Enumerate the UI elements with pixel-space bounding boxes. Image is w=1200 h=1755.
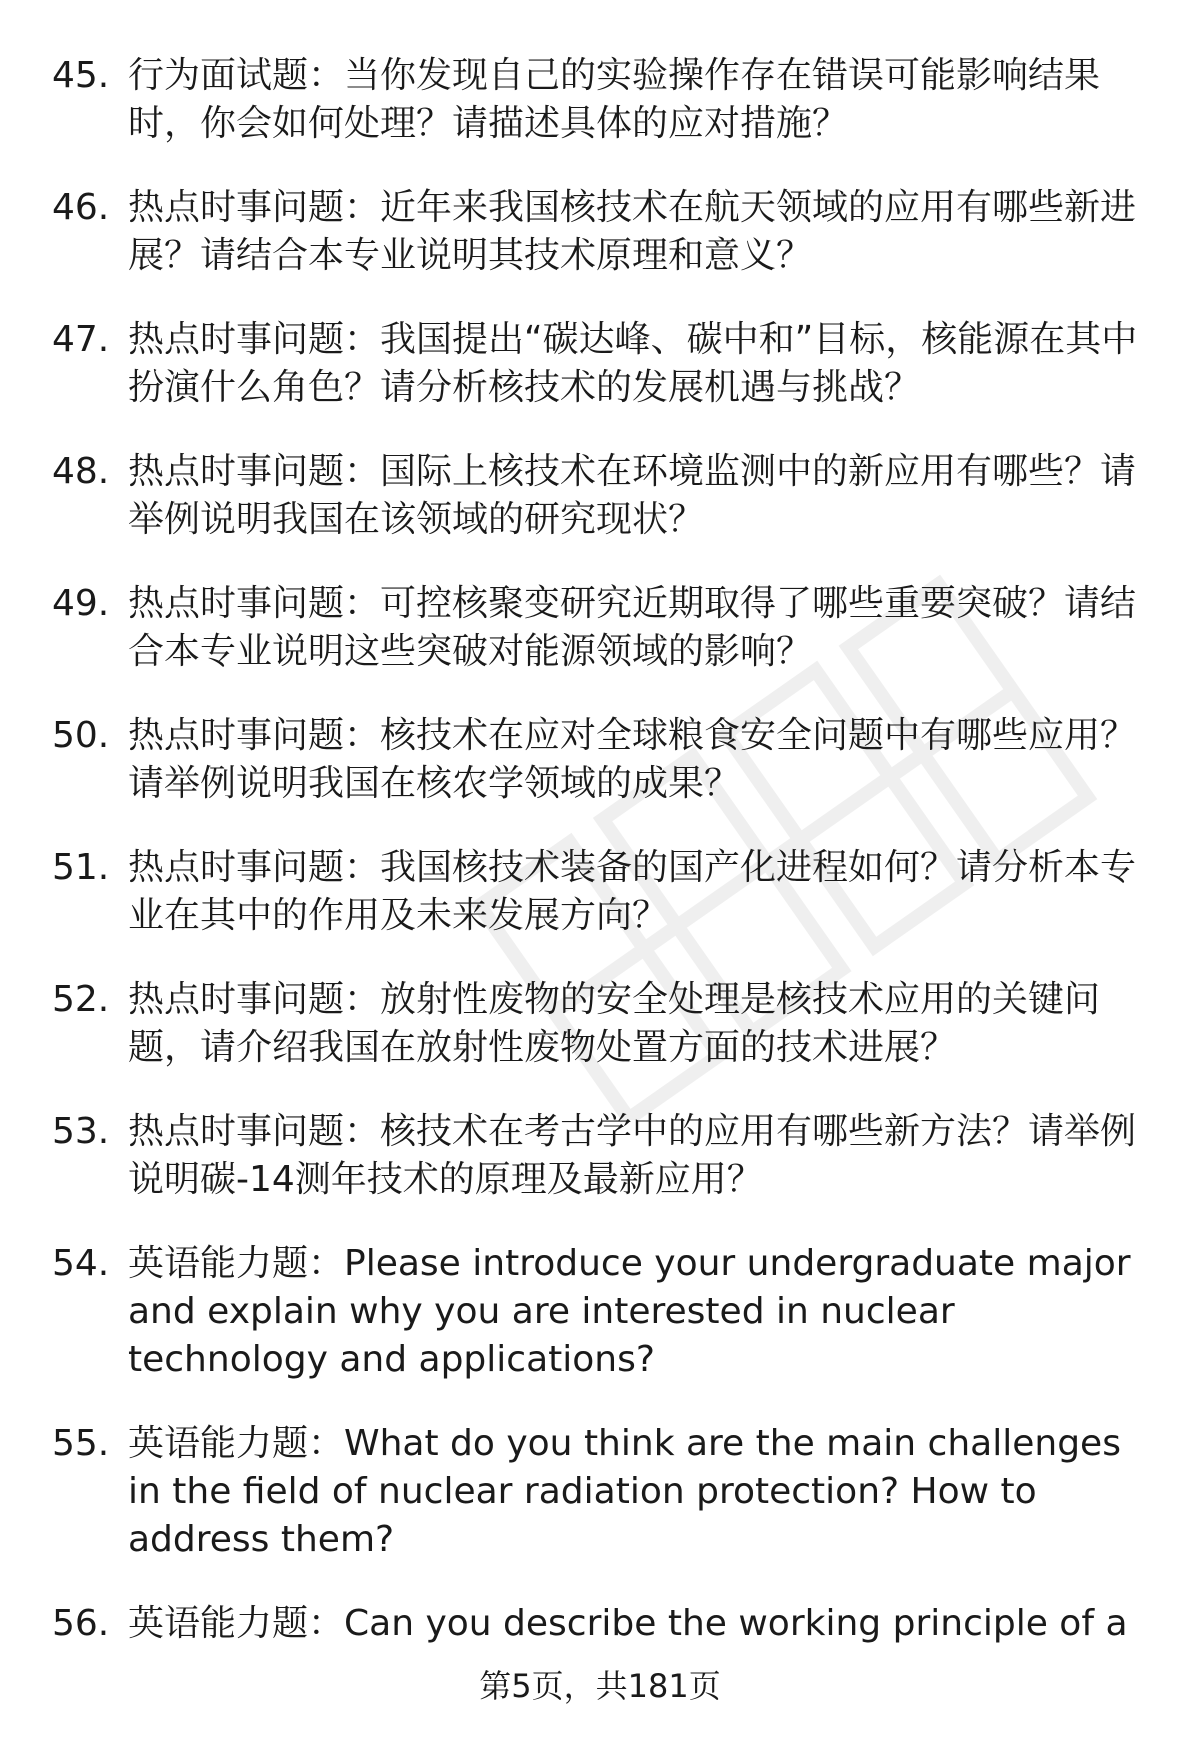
item-text: 热点时事问题：核技术在考古学中的应用有哪些新方法？请举例说明碳-14测年技术的原理及最新应用？ <box>128 1111 1137 1200</box>
list-item <box>0 1600 1200 1648</box>
item-number: 47. <box>52 319 110 360</box>
item-number: 54. <box>52 1243 110 1284</box>
item-text: 热点时事问题：放射性废物的安全处理是核技术应用的关键问题，请介绍我国在放射性废物处置方面的技术进展？ <box>128 979 1101 1068</box>
list-item <box>0 1108 1200 1204</box>
list-item <box>0 52 1200 148</box>
list-item <box>0 184 1200 280</box>
list-item <box>0 580 1200 676</box>
item-text: 英语能力题：Please introduce your undergraduate major and explain why you are interested in nuclear technology and applications? <box>128 1243 1131 1380</box>
item-text: 行为面试题：当你发现自己的实验操作存在错误可能影响结果时，你会如何处理？请描述具体的应对措施？ <box>128 55 1101 144</box>
item-number: 46. <box>52 187 110 228</box>
item-text: 热点时事问题：可控核聚变研究近期取得了哪些重要突破？请结合本专业说明这些突破对能源领域的影响？ <box>128 583 1137 672</box>
list-item <box>0 1240 1200 1384</box>
question-list <box>0 52 1200 1684</box>
item-text: 热点时事问题：我国核技术装备的国产化进程如何？请分析本专业在其中的作用及未来发展方向？ <box>128 847 1137 936</box>
item-number: 56. <box>52 1603 110 1644</box>
item-number: 49. <box>52 583 110 624</box>
list-item <box>0 976 1200 1072</box>
item-text: 英语能力题：Can you describe the working principle of a <box>128 1603 1128 1644</box>
item-number: 53. <box>52 1111 110 1152</box>
item-text: 热点时事问题：近年来我国核技术在航天领域的应用有哪些新进展？请结合本专业说明其技术原理和意义？ <box>128 187 1137 276</box>
item-text: 热点时事问题：核技术在应对全球粮食安全问题中有哪些应用？请举例说明我国在核农学领域的成果？ <box>128 715 1137 804</box>
item-text: 英语能力题：What do you think are the main challenges in the field of nuclear radiation protection? How to address them? <box>128 1423 1121 1560</box>
item-number: 48. <box>52 451 110 492</box>
item-number: 52. <box>52 979 110 1020</box>
page-footer: 第5页，共181页 <box>479 1667 721 1705</box>
item-number: 55. <box>52 1423 110 1464</box>
item-number: 45. <box>52 55 110 96</box>
list-item <box>0 1420 1200 1564</box>
list-item <box>0 316 1200 412</box>
item-number: 51. <box>52 847 110 888</box>
item-number: 50. <box>52 715 110 756</box>
item-text: 热点时事问题：国际上核技术在环境监测中的新应用有哪些？请举例说明我国在该领域的研究现状？ <box>128 451 1137 540</box>
list-item <box>0 844 1200 940</box>
list-item <box>0 448 1200 544</box>
item-text: 热点时事问题：我国提出“碳达峰、碳中和”目标，核能源在其中扮演什么角色？请分析核技术的发展机遇与挑战？ <box>128 319 1138 408</box>
list-item <box>0 712 1200 808</box>
